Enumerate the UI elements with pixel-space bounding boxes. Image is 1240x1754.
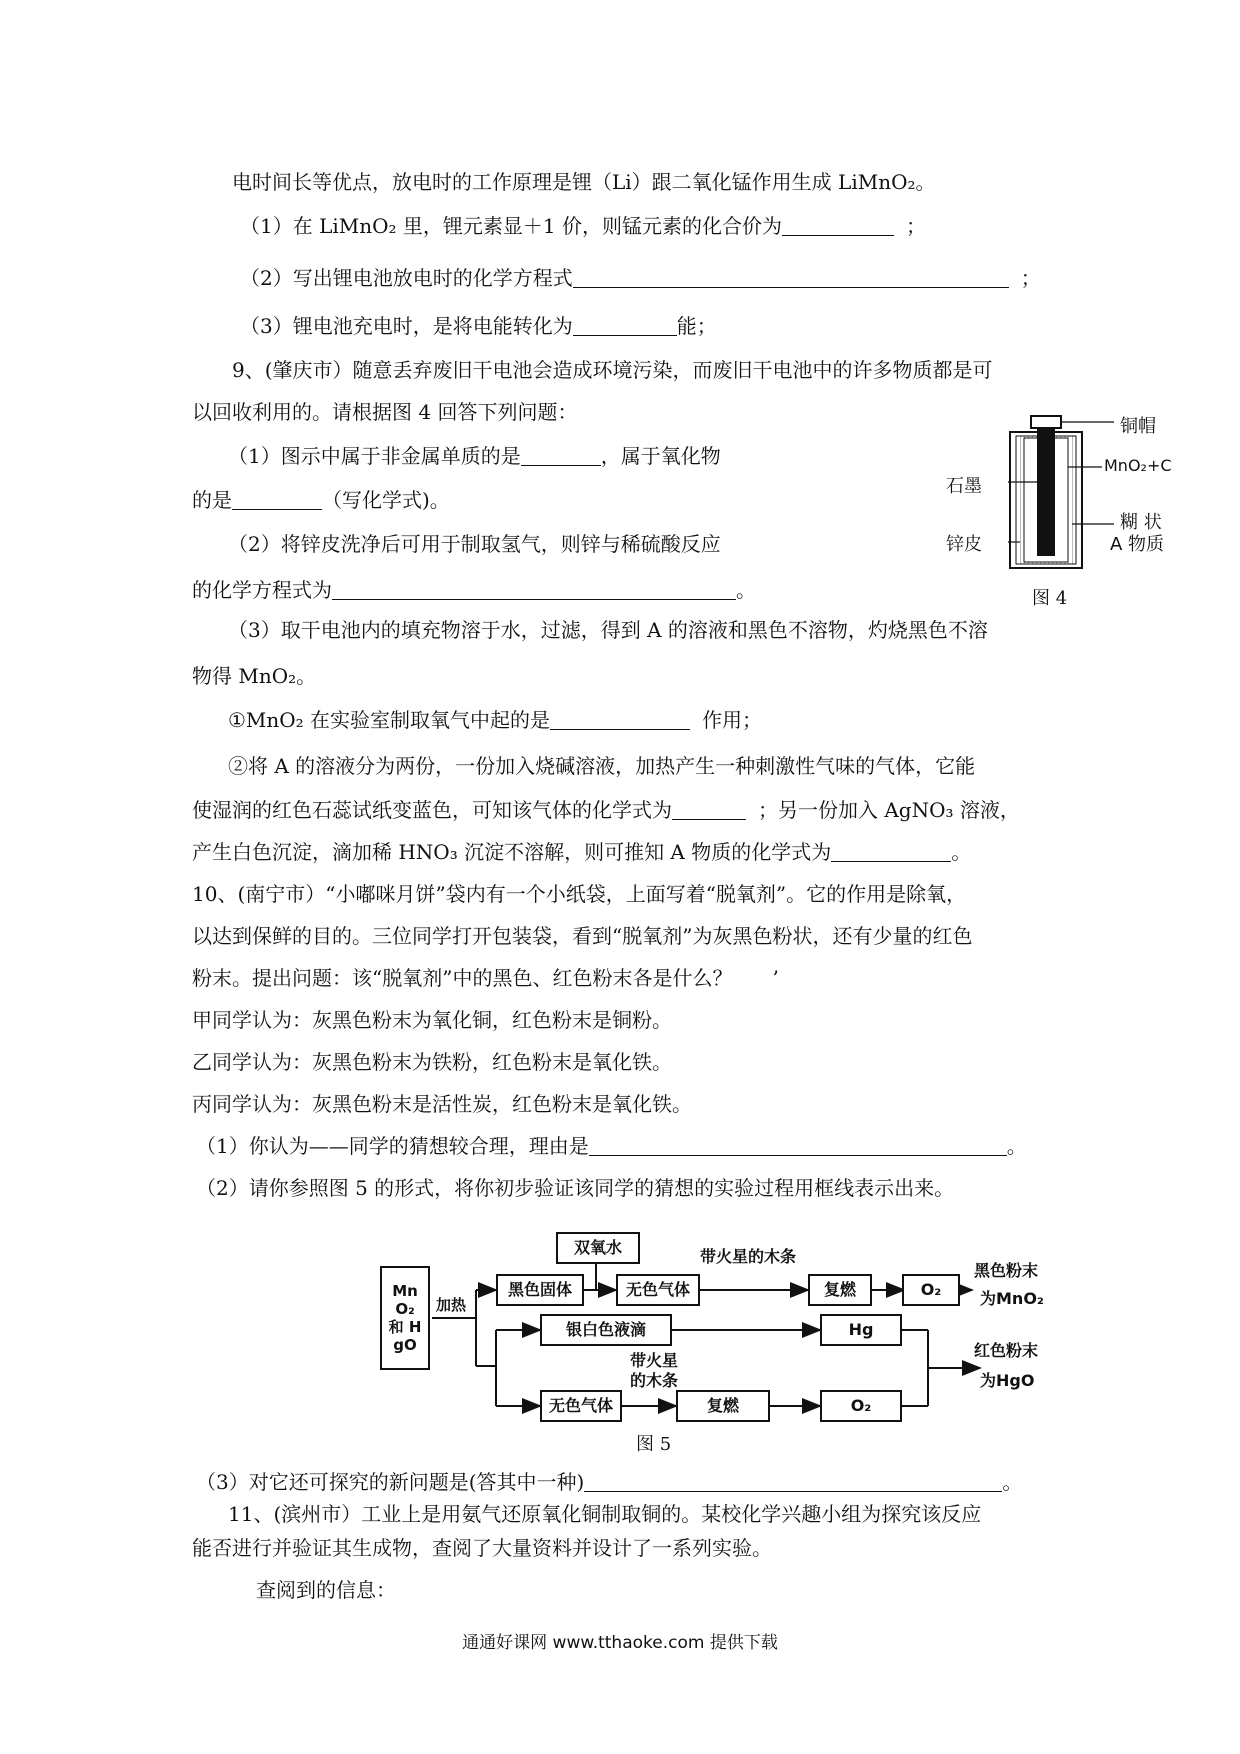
figure-4-caption: 图 4 (1032, 588, 1068, 609)
answer-blank[interactable] (332, 579, 736, 600)
result-2a: 红色粉末 (974, 1341, 1039, 1360)
gas-box-2 (540, 1390, 622, 1422)
question-text: 。 (1006, 1134, 1027, 1158)
question-text: ；另一份加入 AgNO₃ 溶液， (758, 798, 1020, 822)
answer-blank[interactable] (584, 1471, 1002, 1492)
question-text: 的化学方程式为 (192, 578, 332, 602)
silver-box (540, 1314, 672, 1346)
answer-blank[interactable] (831, 841, 951, 862)
label-mno2-c: MnO₂+C (1104, 456, 1172, 475)
question-line (192, 796, 1020, 824)
answer-blank[interactable] (782, 215, 894, 236)
question-text: 。 (1002, 1470, 1023, 1494)
hg-label: Hg (848, 1320, 874, 1339)
flowchart-connectors (380, 1216, 1080, 1416)
answer-blank[interactable] (589, 1135, 1007, 1156)
question-text: 。 (736, 578, 756, 602)
h2o2-box (556, 1232, 640, 1264)
label-graphite: 石墨 (946, 476, 982, 497)
reignite-box-1 (808, 1274, 872, 1306)
text-line: 粉末。提出问题：该“脱氧剂”中的黑色、红色粉末各是什么？ ’ (192, 966, 779, 990)
o2-label-1: O₂ (920, 1280, 942, 1299)
question-text: （3）对它还可探究的新问题是(答其中一种) (196, 1470, 585, 1494)
text-line: 能否进行并验证其生成物，查阅了大量资料并设计了一系列实验。 (192, 1536, 772, 1560)
text-line: （3）取干电池内的填充物溶于水，过滤，得到 A 的溶液和黑色不溶物，灼烧黑色不溶 (228, 618, 988, 642)
spark-label-2a: 带火星 (630, 1351, 679, 1370)
question-text: 作用； (702, 708, 763, 732)
h2o2-label: 双氧水 (573, 1238, 622, 1257)
figure-5-caption: 图 5 (636, 1434, 672, 1455)
label-paste-a: A 物质 (1110, 534, 1165, 555)
question-line (228, 442, 721, 470)
text-line: 乙同学认为：灰黑色粉末为铁粉，红色粉末是氧化铁。 (192, 1050, 672, 1074)
question-text: ，属于氧化物 (600, 444, 721, 468)
question-line (196, 1468, 1022, 1496)
question-text: ①MnO₂ 在实验室制取氧气中起的是 (228, 708, 551, 732)
question-text: 使湿润的红色石蕊试纸变蓝色，可知该气体的化学式为 (192, 798, 672, 822)
question-line (240, 212, 926, 240)
text-line: 甲同学认为：灰黑色粉末为氧化铜，红色粉末是铜粉。 (192, 1008, 672, 1032)
text-line: 电时间长等优点，放电时的工作原理是锂（Li）跟二氧化锰作用生成 LiMnO₂。 (232, 170, 936, 194)
question-text: 。 (951, 840, 972, 864)
o2-box-1 (902, 1274, 960, 1306)
question-line (192, 576, 756, 604)
text-line: 10、(南宁市）“小嘟咪月饼”袋内有一个小纸袋，上面写着“脱氧剂”。它的作用是除氧， (192, 882, 967, 906)
label-paste: 糊 状 (1120, 512, 1162, 533)
label-copper-cap: 铜帽 (1120, 416, 1156, 437)
reignite-label-2: 复燃 (706, 1396, 739, 1415)
start-box (380, 1266, 430, 1370)
question-text: （3）锂电池充电时，是将电能转化为 (240, 314, 573, 338)
result-2b: 为HgO (980, 1371, 1035, 1390)
result-1a: 黑色粉末 (974, 1261, 1039, 1280)
question-line (192, 838, 971, 866)
label-zinc: 锌皮 (946, 534, 982, 555)
start-box-label: MnO₂ 和 HgO (388, 1282, 422, 1354)
answer-blank[interactable] (573, 267, 1009, 288)
page-footer: 通通好课网 www.tthaoke.com 提供下载 (462, 1633, 778, 1653)
text-line: 物得 MnO₂。 (192, 664, 317, 688)
o2-label-2: O₂ (850, 1396, 872, 1415)
question-line (196, 1132, 1027, 1160)
question-text: ； (905, 214, 926, 238)
answer-blank[interactable] (521, 445, 601, 466)
text-line: 丙同学认为：灰黑色粉末是活性炭，红色粉末是氧化铁。 (192, 1092, 692, 1116)
black-solid-box (496, 1274, 584, 1306)
answer-blank[interactable] (573, 315, 677, 336)
question-text: （写化学式)。 (322, 488, 450, 512)
question-line (192, 486, 450, 514)
question-line (240, 312, 717, 340)
result-1b: 为MnO₂ (980, 1289, 1044, 1308)
spark-label-2b: 的木条 (630, 1371, 679, 1390)
hg-box (820, 1314, 902, 1346)
gas-label-1: 无色气体 (625, 1280, 690, 1299)
question-line (228, 706, 762, 734)
question-text: ； (1020, 266, 1041, 290)
black-solid-label: 黑色固体 (507, 1280, 572, 1299)
text-line: ②将 A 的溶液分为两份，一份加入烧碱溶液，加热产生一种刺激性气味的气体，它能 (228, 754, 976, 778)
text-line: 查阅到的信息： (256, 1578, 396, 1602)
spark-label-1: 带火星的木条 (700, 1247, 797, 1266)
question-text: （1）你认为——同学的猜想较合理，理由是 (196, 1134, 589, 1158)
question-text: 的是 (192, 488, 232, 512)
question-text: （1）在 LiMnO₂ 里，锂元素显＋1 价，则锰元素的化合价为 (240, 214, 782, 238)
text-line: （2）请你参照图 5 的形式，将你初步验证该同学的猜想的实验过程用框线表示出来。 (196, 1176, 955, 1200)
question-text: （1）图示中属于非金属单质的是 (228, 444, 521, 468)
silver-label: 银白色液滴 (565, 1320, 646, 1339)
gas-label-2: 无色气体 (548, 1396, 613, 1415)
reignite-box-2 (676, 1390, 770, 1422)
question-line (240, 264, 1041, 292)
answer-blank[interactable] (672, 799, 746, 820)
answer-blank[interactable] (232, 489, 322, 510)
reignite-label-1: 复燃 (823, 1280, 856, 1299)
question-text: （2）写出锂电池放电时的化学方程式 (240, 266, 573, 290)
text-line: （2）将锌皮洗净后可用于制取氢气，则锌与稀硫酸反应 (228, 532, 721, 556)
answer-blank[interactable] (550, 709, 690, 730)
text-line: 以达到保鲜的目的。三位同学打开包装袋，看到“脱氧剂”为灰黑色粉状，还有少量的红色 (192, 924, 973, 948)
gas-box-1 (616, 1274, 700, 1306)
text-line: 以回收利用的。请根据图 4 回答下列问题： (192, 400, 578, 424)
text-line: 9、(肇庆市）随意丢弃废旧干电池会造成环境污染，而废旧干电池中的许多物质都是可 (232, 358, 993, 382)
text-line: 11、(滨州市）工业上是用氨气还原氧化铜制取铜的。某校化学兴趣小组为探究该反应 (228, 1502, 982, 1526)
question-text: 产生白色沉淀，滴加稀 HNO₃ 沉淀不溶解，则可推知 A 物质的化学式为 (192, 840, 832, 864)
heat-label: 加热 (436, 1296, 467, 1314)
question-text: 能； (676, 314, 717, 338)
o2-box-2 (820, 1390, 902, 1422)
